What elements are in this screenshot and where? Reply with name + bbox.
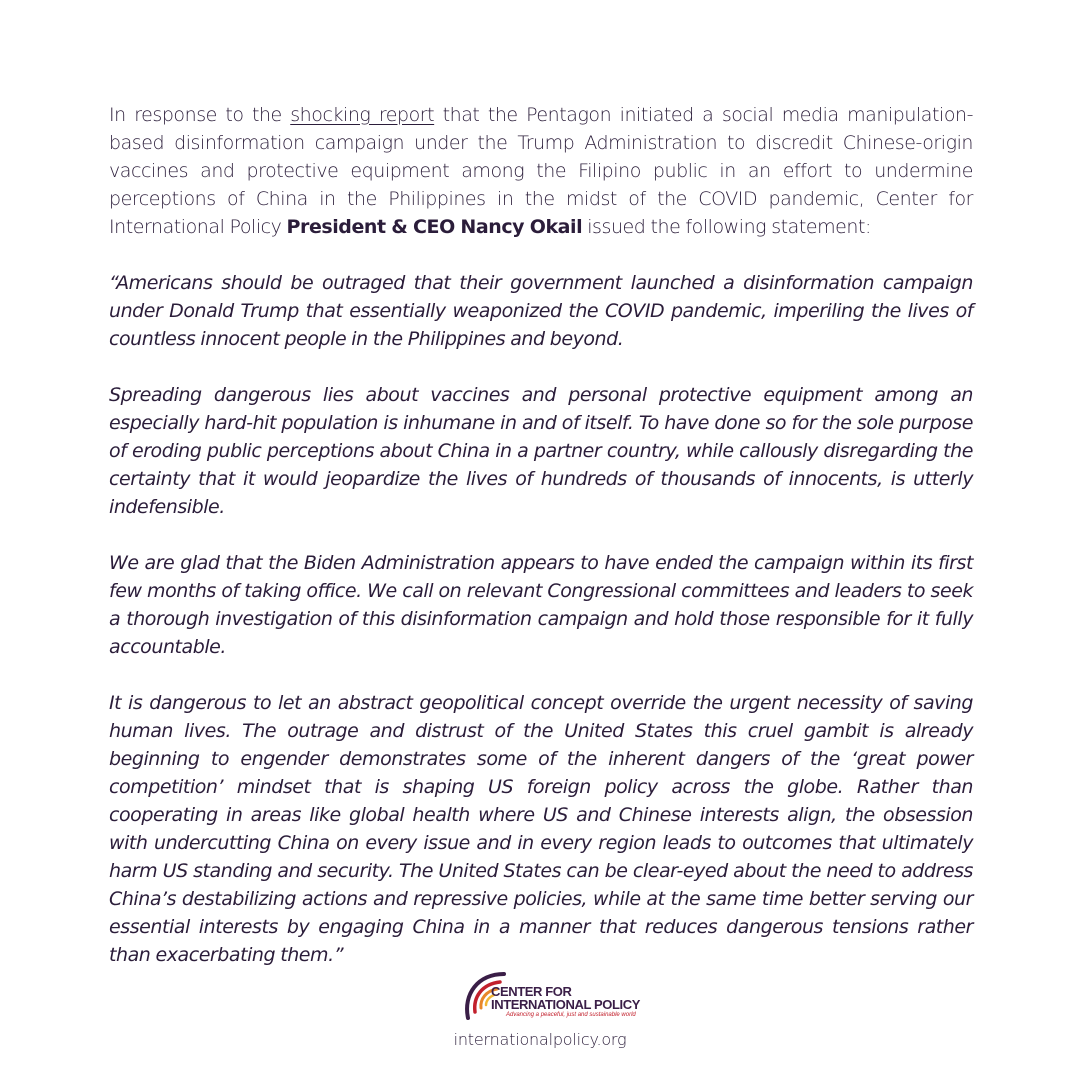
- intro-paragraph: [109, 101, 973, 241]
- press-statement: [109, 101, 973, 997]
- logo-line-2: INTERNATIONAL POLICY: [491, 997, 640, 1012]
- quote-paragraph-1: “Americans should be outraged that their government launched a disinformation campaign under Donald Trump that essentially weaponized the COVID pandemic, imperiling the lives of countless innocent people in the Philippines and beyond.: [109, 272, 973, 350]
- logo-line-1: CENTER FOR: [491, 984, 572, 999]
- logo-wordmark: [476, 985, 640, 1019]
- footer: [0, 968, 1080, 1080]
- intro-text-middle: that the Pentagon initiated a social media manipulation-based disinformation campaign under the Trump Administration to discredit Chinese-origin vaccines and protective equipment among the Filipino public in an effort to undermine perceptions of China in the Philippines in the midst of the COVID pandemic, Center for International Policy: [109, 104, 974, 238]
- speaker-name: President & CEO Nancy Okail: [286, 216, 583, 238]
- quote-paragraph-4: It is dangerous to let an abstract geopolitical concept override the urgent necessity of saving human lives. The outrage and distrust of the United States this cruel gambit is already beginning to engender demonstrates some of the inherent dangers of the ‘great power competition’ mindset that is shaping US foreign policy across the globe. Rather than cooperating in areas like global health where US and Chinese interests align, the obsession with undercutting China on every issue and in every region leads to outcomes that ultimately harm US standing and security. The United States can be clear-eyed about the need to address China’s destabilizing actions and repressive policies, while at the same time better serving our essential interests by engaging China in a manner that reduces dangerous tensions rather than exacerbating them.”: [109, 692, 973, 966]
- quote-paragraph-3: We are glad that the Biden Administration appears to have ended the campaign within its first few months of taking office. We call on relevant Congressional committees and leaders to seek a thorough investigation of this disinformation campaign and hold those responsible for it fully accountable.: [109, 552, 973, 658]
- cip-logo: [460, 968, 660, 1030]
- shocking-report-link[interactable]: shocking report: [290, 104, 435, 126]
- quote-paragraph-2: Spreading dangerous lies about vaccines and personal protective equipment among an especially hard-hit population is inhumane in and of itself. To have done so for the sole purpose of eroding public perceptions about China in a partner country, while callously disregarding the certainty that it would jeopardize the lives of hundreds of thousands of innocents, is utterly indefensible.: [109, 384, 973, 518]
- website-url: internationalpolicy.org: [453, 1030, 627, 1049]
- intro-text-start: In response to the: [109, 104, 291, 126]
- intro-text-end: issued the following statement:: [582, 216, 871, 238]
- logo-tagline: Advancing a peaceful, just and sustainable world: [506, 1012, 636, 1018]
